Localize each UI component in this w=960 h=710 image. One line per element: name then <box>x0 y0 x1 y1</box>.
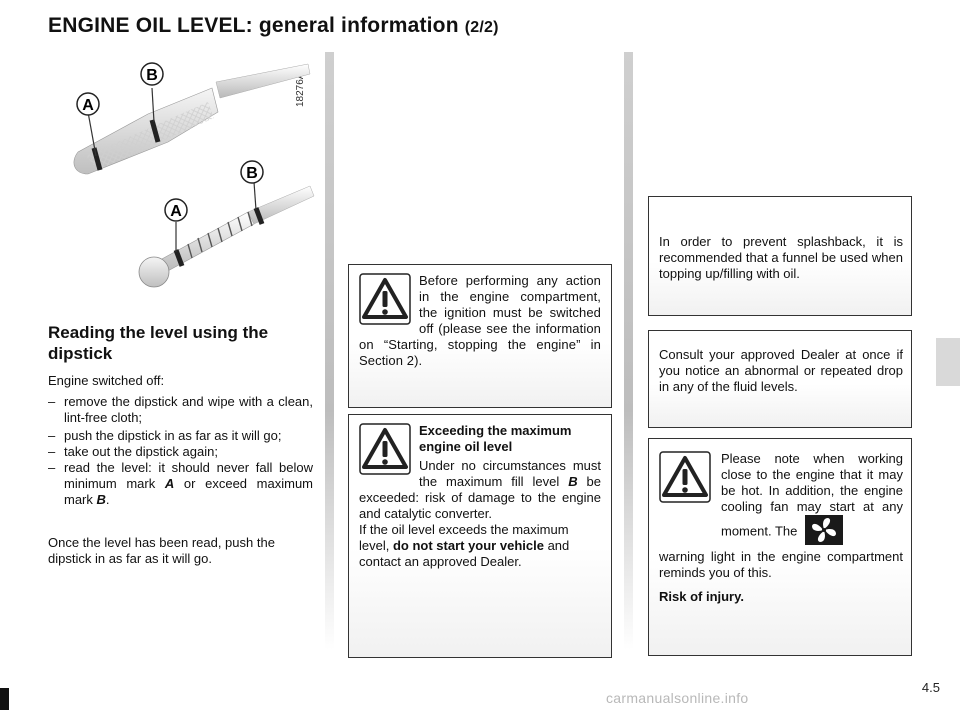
dipstick-round <box>139 182 314 287</box>
column-divider-right <box>624 52 633 650</box>
label-a-top <box>77 93 99 115</box>
dipstick-illustration <box>48 52 318 302</box>
step4-text-end: . <box>105 492 110 507</box>
list-item: – remove the dipstick and wipe with a clean, lint-free cloth; <box>48 394 313 426</box>
page-title <box>48 14 499 38</box>
risk-of-injury-text: Risk of injury. <box>659 589 744 604</box>
info-dealer-text: Consult your approved Dealer at once if you notice an abnormal or repeated drop in any of the fluid levels. <box>659 347 903 394</box>
do-not-start-text: do not start your vehicle <box>392 538 544 553</box>
page-title-main: ENGINE OIL LEVEL: general information <box>48 14 459 37</box>
warning-oil-para2-end: and contact an approved Dealer. <box>359 538 570 569</box>
info-box-funnel <box>648 196 912 316</box>
warning-hot-text-end: warning light in the engine compartment reminds you of this. <box>659 549 903 580</box>
label-b-bottom <box>241 161 263 183</box>
svg-text:B: B <box>246 165 258 182</box>
svg-text:A: A <box>170 203 182 220</box>
watermark: carmanualsonline.info <box>606 690 749 706</box>
mark-b: B <box>96 492 106 507</box>
warning-ignition-text: Before performing any action in the engine compartment, the ignition must be switched off (please see the information on “Starting, stopping the engine” in Section 2). <box>359 273 601 368</box>
section-tab <box>936 338 960 386</box>
step4-text-mid: or exceed maximum mark <box>64 476 313 507</box>
dipstick-flat <box>74 64 310 174</box>
page-number: 4.5 <box>921 680 940 695</box>
svg-text:A: A <box>82 97 94 114</box>
warning-oil-para2 <box>359 522 601 570</box>
list-item: – take out the dipstick again; <box>48 444 313 460</box>
step4-text-start: read the level: it should never fall below minimum mark <box>64 460 313 491</box>
label-a-bottom <box>165 199 187 221</box>
warning-box-hot-engine <box>648 438 912 656</box>
warning-box-oil-level <box>348 414 612 658</box>
mark-b: B <box>568 474 578 489</box>
closing-text: Once the level has been read, push the dipstick in as far as it will go. <box>48 535 275 566</box>
warning-oil-title: Exceeding the maximum engine oil level <box>419 423 572 454</box>
intro-text: Engine switched off: <box>48 373 165 388</box>
warning-triangle-icon <box>359 273 413 331</box>
label-b-top <box>141 63 163 85</box>
illustration-code-text: 18276A <box>295 72 306 107</box>
column-divider-left <box>325 52 334 650</box>
warning-triangle-icon <box>659 451 715 517</box>
steps-list <box>48 394 313 508</box>
warning-oil-para1-end: be exceeded: risk of damage to the engine and catalytic converter. <box>359 474 601 521</box>
list-item <box>48 460 313 508</box>
warning-oil-para1-start: Under no circumstances must the maximum fill level <box>419 458 601 489</box>
warning-oil-para2-start: If the oil level exceeds the maximum level, <box>359 522 569 553</box>
mark-a: A <box>164 476 175 491</box>
warning-triangle-icon <box>359 423 413 483</box>
info-box-dealer <box>648 330 912 428</box>
warning-hot-text-start: Please note when working close to the engine that it may be hot. In addition, the engine cooling fan may start at any moment. The <box>721 451 903 539</box>
footer-bar <box>0 688 9 710</box>
page-title-sub: (2/2) <box>464 19 499 36</box>
section-heading: Reading the level using the dipstick <box>48 323 269 363</box>
cooling-fan-icon <box>805 515 843 549</box>
svg-text:B: B <box>146 67 158 84</box>
info-funnel-text: In order to prevent splashback, it is recommended that a funnel be used when topping up/filling with oil. <box>659 234 903 281</box>
warning-box-ignition <box>348 264 612 408</box>
list-item: – push the dipstick in as far as it will go; <box>48 428 313 444</box>
